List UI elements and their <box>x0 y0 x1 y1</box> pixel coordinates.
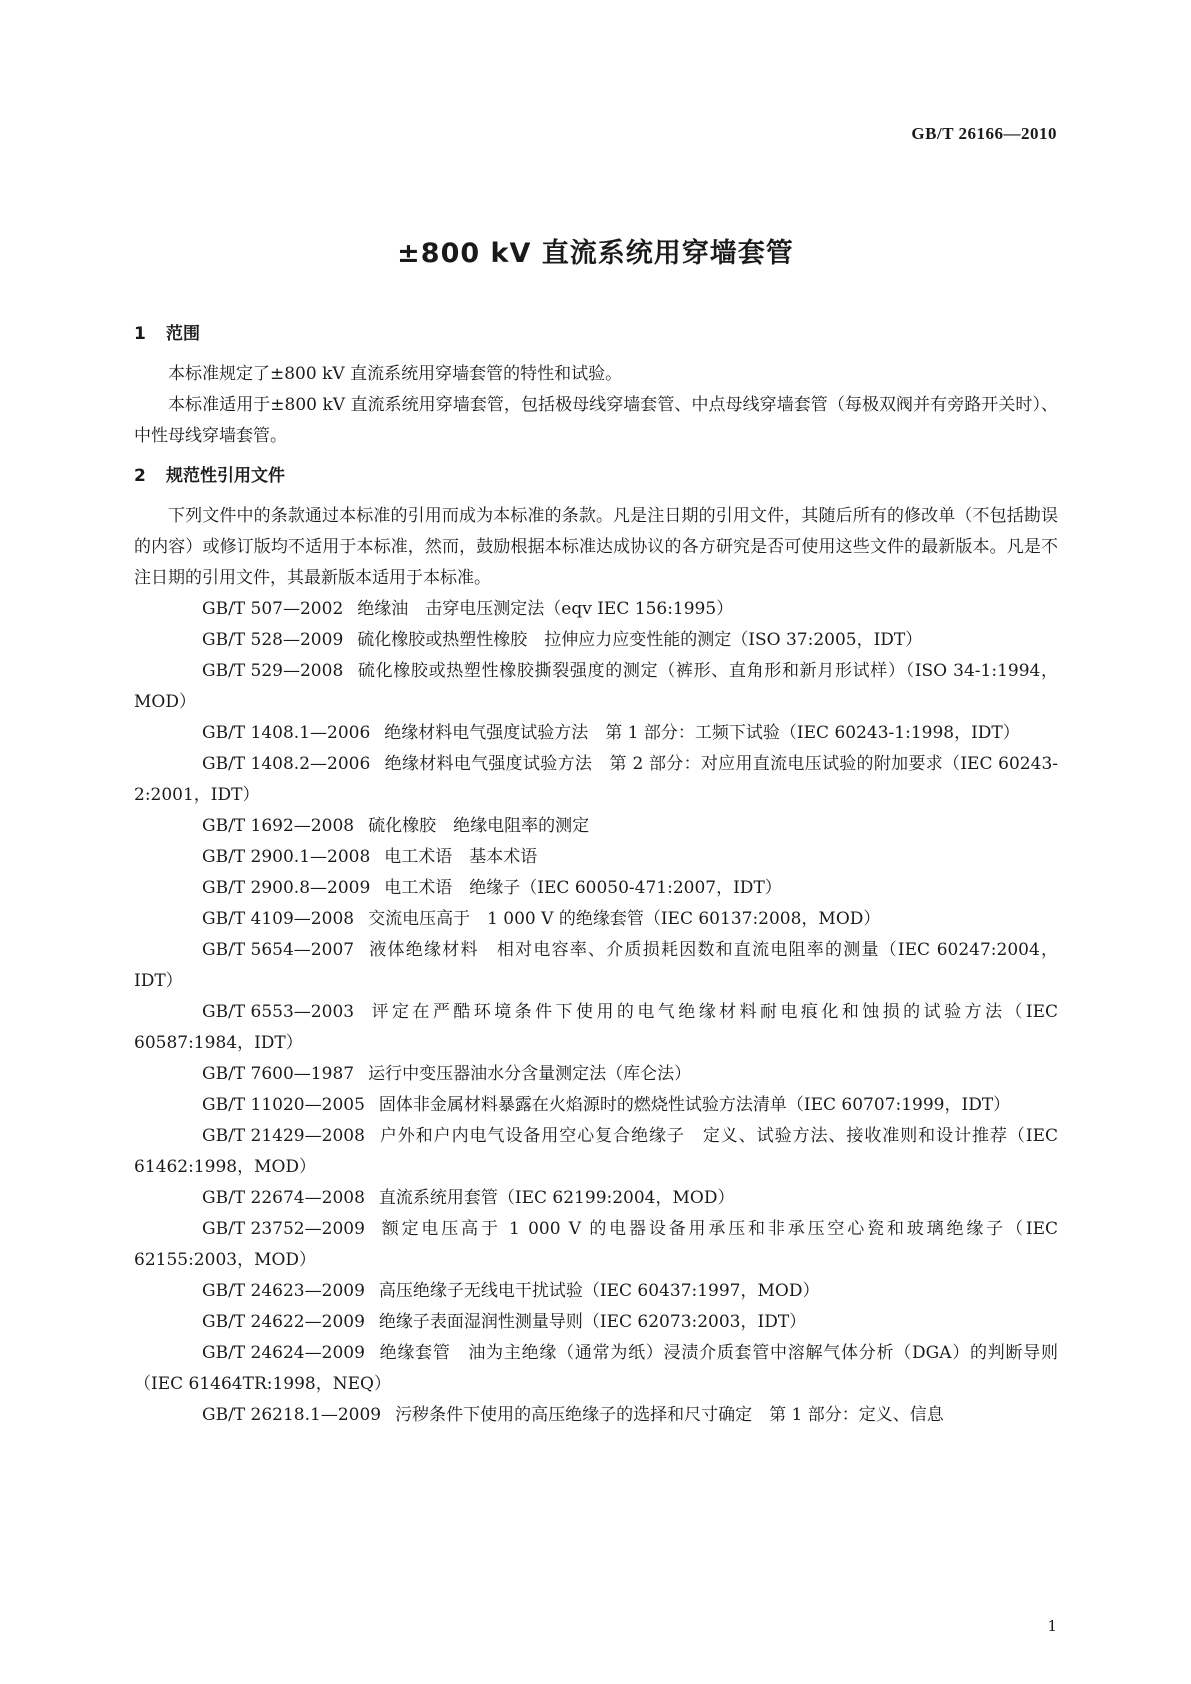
reference-title: 绝缘套管 油为主绝缘（通常为纸）浸渍介质套管中溶解气体分析（DGA）的判断导则（IEC 61464TR:1998，NEQ） <box>134 1343 1058 1394</box>
reference-item <box>134 904 1058 935</box>
reference-code: GB/T 6553—2003 <box>202 1002 355 1022</box>
reference-code: GB/T 507—2002 <box>202 599 344 619</box>
reference-title: 硫化橡胶或热塑性橡胶 拉伸应力应变性能的测定（ISO 37:2005，IDT） <box>357 630 923 650</box>
reference-title: 固体非金属材料暴露在火焰源时的燃烧性试验方法清单（IEC 60707:1999，IDT） <box>378 1095 1011 1115</box>
reference-item <box>134 1059 1058 1090</box>
reference-code: GB/T 21429—2008 <box>202 1126 365 1146</box>
reference-item <box>134 656 1058 718</box>
reference-code: GB/T 1692—2008 <box>202 816 355 836</box>
reference-code: GB/T 22674—2008 <box>202 1188 365 1208</box>
reference-code: GB/T 23752—2009 <box>202 1219 365 1239</box>
reference-item <box>134 1121 1058 1183</box>
reference-code: GB/T 2900.8—2009 <box>202 878 371 898</box>
reference-item <box>134 997 1058 1059</box>
document-body <box>134 319 1058 1431</box>
reference-item <box>134 842 1058 873</box>
reference-code: GB/T 1408.2—2006 <box>202 754 371 774</box>
reference-item <box>134 594 1058 625</box>
page-number: 1 <box>1047 1617 1057 1635</box>
reference-code: GB/T 1408.1—2006 <box>202 723 371 743</box>
section-title: 规范性引用文件 <box>166 466 285 486</box>
reference-title: 绝缘材料电气强度试验方法 第 2 部分：对应用直流电压试验的附加要求（IEC 60243-2:2001，IDT） <box>134 754 1058 805</box>
reference-title: 硫化橡胶或热塑性橡胶撕裂强度的测定（裤形、直角形和新月形试样）（ISO 34-1:1994，MOD） <box>134 661 1058 712</box>
reference-code: GB/T 529—2008 <box>202 661 344 681</box>
reference-title: 户外和户内电气设备用空心复合绝缘子 定义、试验方法、接收准则和设计推荐（IEC 61462:1998，MOD） <box>134 1126 1058 1177</box>
section-title: 范围 <box>166 324 200 344</box>
reference-item <box>134 873 1058 904</box>
reference-code: GB/T 4109—2008 <box>202 909 355 929</box>
reference-code: GB/T 7600—1987 <box>202 1064 355 1084</box>
reference-title: 运行中变压器油水分含量测定法（库仑法） <box>368 1064 692 1084</box>
reference-title: 电工术语 基本术语 <box>384 847 538 867</box>
reference-title: 电工术语 绝缘子（IEC 60050-471:2007，IDT） <box>384 878 782 898</box>
section-number: 2 <box>134 466 146 486</box>
scope-paragraph: 本标准规定了±800 kV 直流系统用穿墙套管的特性和试验。 <box>168 364 623 384</box>
reference-code: GB/T 5654—2007 <box>202 940 355 960</box>
section-number: 1 <box>134 324 146 344</box>
reference-code: GB/T 24623—2009 <box>202 1281 365 1301</box>
reference-item <box>134 1183 1058 1214</box>
reference-item <box>134 625 1058 656</box>
reference-code: GB/T 26218.1—2009 <box>202 1405 382 1425</box>
reference-item <box>134 1307 1058 1338</box>
reference-title: 交流电压高于 1 000 V 的绝缘套管（IEC 60137:2008，MOD） <box>368 909 881 929</box>
reference-title: 硫化橡胶 绝缘电阻率的测定 <box>368 816 590 836</box>
reference-code: GB/T 24624—2009 <box>202 1343 365 1363</box>
scope-paragraph: 本标准适用于±800 kV 直流系统用穿墙套管，包括极母线穿墙套管、中点母线穿墙套管（每极双阀并有旁路开关时）、中性母线穿墙套管。 <box>134 395 1058 446</box>
reference-item <box>134 718 1058 749</box>
reference-title: 绝缘材料电气强度试验方法 第 1 部分：工频下试验（IEC 60243-1:1998，IDT） <box>384 723 1020 743</box>
document-title: ±800 kV 直流系统用穿墙套管 <box>397 238 794 269</box>
reference-title: 额定电压高于 1 000 V 的电器设备用承压和非承压空心瓷和玻璃绝缘子（IEC 62155:2003，MOD） <box>134 1219 1058 1270</box>
reference-item <box>134 749 1058 811</box>
section-heading-scope <box>134 319 1058 350</box>
standard-number: GB/T 26166—2010 <box>911 124 1057 143</box>
reference-title: 绝缘油 击穿电压测定法（eqv IEC 156:1995） <box>357 599 734 619</box>
reference-code: GB/T 528—2009 <box>202 630 344 650</box>
reference-title: 绝缘子表面湿润性测量导则（IEC 62073:2003，IDT） <box>378 1312 807 1332</box>
reference-item <box>134 1400 1058 1431</box>
reference-item <box>134 811 1058 842</box>
reference-item <box>134 935 1058 997</box>
reference-list <box>134 594 1058 1431</box>
reference-item <box>134 1214 1058 1276</box>
reference-title: 污秽条件下使用的高压绝缘子的选择和尺寸确定 第 1 部分：定义、信息 <box>395 1405 944 1425</box>
reference-code: GB/T 24622—2009 <box>202 1312 365 1332</box>
reference-title: 液体绝缘材料 相对电容率、介质损耗因数和直流电阻率的测量（IEC 60247:2004，IDT） <box>134 940 1058 991</box>
reference-code: GB/T 11020—2005 <box>202 1095 365 1115</box>
section-heading-normative-references <box>134 461 1058 492</box>
reference-title: 评定在严酷环境条件下使用的电气绝缘材料耐电痕化和蚀损的试验方法（IEC 60587:1984，IDT） <box>134 1002 1058 1053</box>
reference-item <box>134 1338 1058 1400</box>
reference-item <box>134 1090 1058 1121</box>
reference-title: 高压绝缘子无线电干扰试验（IEC 60437:1997，MOD） <box>378 1281 820 1301</box>
reference-code: GB/T 2900.1—2008 <box>202 847 371 867</box>
reference-title: 直流系统用套管（IEC 62199:2004，MOD） <box>378 1188 735 1208</box>
references-intro: 下列文件中的条款通过本标准的引用而成为本标准的条款。凡是注日期的引用文件，其随后所有的修改单（不包括勘误的内容）或修订版均不适用于本标准，然而，鼓励根据本标准达成协议的各方研究是否可使用这些文件的最新版本。凡是不注日期的引用文件，其最新版本适用于本标准。 <box>134 506 1058 588</box>
reference-item <box>134 1276 1058 1307</box>
